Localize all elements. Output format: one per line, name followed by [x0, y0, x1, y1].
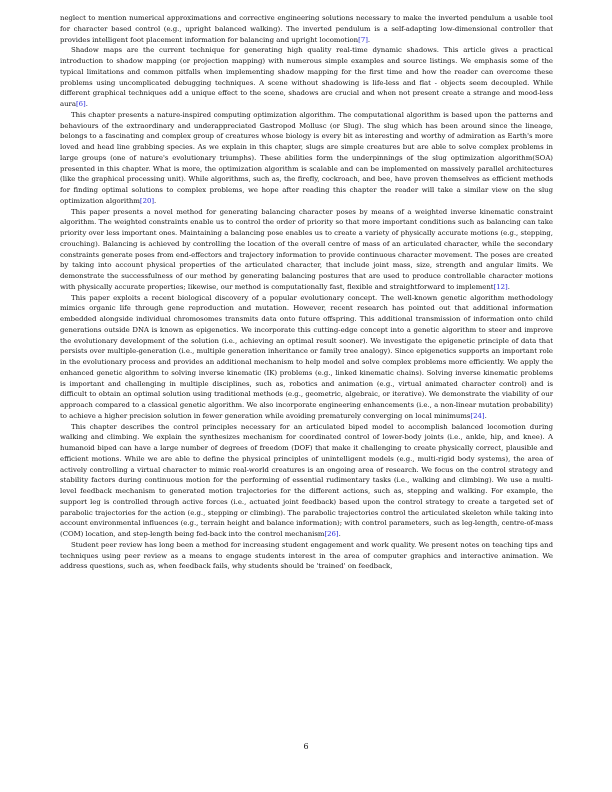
paragraph-text: This chapter describes the control principles necessary for an articulated biped model to accomplish balanced locomotion during walking and climbing. We explain the synthesizes mechanism for coordinated control of lower-body joints (i.e., ankle, hip, and knee). A humanoid biped can have a large number of degrees of freedom (DOF) that make it challenging to create physically correct, plausible and efficient motions. While we are able to define the physical principles of unintelligent models (e.g., multi-rigid body systems), the area of actively controlling a virtual character to mimic real-world creatures is an ongoing area of research. We focus on the control strategy and stability factors during continuous motion for the performing of essential rudimentary tasks (i.e., walking and climbing). We use a multi-level feedback mechanism to generated motion trajectories for the different actions, such as, stepping and walking. For example, the support leg is controlled through active forces (i.e., actuated joint feedback) based upon the control strategy to create a targeted set of parabolic trajectories for the action (e.g., stepping or climbing). The parabolic trajectories control the articulated skeleton while taking into account environmental influences (e.g., terrain height and balance information); with control parameters, such as leg-length, centre-of-mass (COM) location, and step-length being fed-back into the control mechanism: [60, 422, 553, 538]
paragraph-text: neglect to mention numerical approximations and corrective engineering solutions necessary to make the inverted pendulum a usable tool for character based control (e.g., upright balanced walking). The inverted pendulum is a self-adapting low-dimensional controller that provides intelligent foot placement information for balancing and upright locomotion: [60, 14, 553, 44]
sentence-end: .: [507, 282, 510, 291]
sentence-end: .: [484, 411, 487, 420]
paragraph: [60, 293, 553, 422]
paragraph: [60, 110, 553, 207]
paragraph-text: Student peer review has long been a method for increasing student engagement and work quality. We present notes on teaching tips and techniques using peer review as a means to engage students interest in the area of computer graphics and interactive animation. We address questions, such as, when feedback fails, why students should be 'trained' on feedback,: [60, 540, 553, 571]
sentence-end: .: [367, 35, 371, 44]
paragraph-text: This paper exploits a recent biological discovery of a popular evolutionary concept. The well-known genetic algorithm methodology mimics organic life through gene reproduction and mutation. However, recent research has pointed out that additional information embedded alongside individual chromosomes transmits data onto future offspring. This additional transmission of information onto child generations outside DNA is known as epigenetics. We incorporate this cutting-edge concept into a genetic algorithm to steer and improve the evolutionary development of the solution (i.e., achieving an optimal result sooner). We investigate the epigenetic principle of data that persists over multiple-generation (i.e., multiple generation inheritance or family tree analogy). Since epigenetics supports an important role in the evolutionary process and provides an additional mechanism to help model and solve complex problems more efficiently. We apply the enhanced genetic algorithm to solving inverse kinematic (IK) problems (e.g., linked kinematic chains). Solving inverse kinematic problems is important and challenging in multiple disciplines, such as, robotics and animation (e.g., virtual animated character control) and is difficult to obtain an optimal solution using traditional methods (e.g., geometric, algebraic, or iterative). We demonstrate the viability of our approach compared to a classical genetic algorithm. We also incorporate engineering enhancements (i.e., a non-linear mutation probability) to achieve a higher precision solution in fewer generation while avoiding prematurely converging on local minimums: [60, 293, 553, 420]
sentence-end: .: [154, 196, 157, 205]
paragraph-text: Shadow maps are the current technique for generating high quality real-time dynamic shadows. This article gives a practical introduction to shadow mapping (or projection mapping) with numerous simple examples and source listings. We emphasis some of the typical limitations and common pitfalls when implementing shadow mapping for the first time and how the reader can overcome these problems using uncomplicated debugging techniques. A scene without shadowing is life-less and flat - objects seem decoupled. While different graphical techniques add a unique effect to the scene, shadows are crucial and when not present create a strange and mood-less aura: [60, 46, 553, 108]
page-body: [60, 13, 553, 572]
citation-link[interactable]: [7]: [358, 35, 368, 44]
paragraph: [60, 45, 553, 110]
citation-link[interactable]: [12]: [493, 282, 508, 291]
paragraph-text: This chapter presents a nature-inspired computing optimization algorithm. The computational algorithm is based upon the patterns and behaviours of the extraordinary and underappreciated Gastropod Mollusc (or Slug). The slug which has been around since the lineage, belongs to a fascinating and complex group of creatures whose biology is every bit as interesting and worthy of admiration as Earth's more loved and head line grabbing species. As we explain in this chapter, slugs are simple creatures but are able to solve complex problems in large groups (one of nature's evolutionary triumphs). These abilities form the underpinnings of the slug optimization algorithm(SOA) presented in this chapter. What is more, the optimization algorithm is scalable and can be implemented on massively parallel architectures (like the graphical processing unit). While algorithms, such as, the firefly, cockroach, and bee, have proven themselves as efficient methods for finding optimal solutions to complex problems, we hope after reading this chapter the reader will take a similar view on the slug optimization algorithm: [60, 110, 553, 205]
citation-link[interactable]: [26]: [324, 530, 339, 538]
citation-link[interactable]: [24]: [470, 411, 485, 420]
paragraph: [60, 207, 553, 293]
paragraph-text: This paper presents a novel method for generating balancing character poses by means of a weighted inverse kinematic constraint algorithm. The weighted constraints enable us to control the order of priority so that more important conditions such as balancing can take priority over less important ones. Maintaining a balancing pose enables us to create a variety of physically accurate motions (e.g., stepping, crouching). Balancing is achieved by controlling the location of the overall centre of mass of an articulated character, while the secondary constraints generate poses from end-effectors and trajectory information to provide continuous character movement. The poses are created by taking into account physical properties of the articulated character, that include joint mass, size, strength and angular limits. We demonstrate the successfulness of our method by generating balancing postures that are used to produce controllable character motions with physically accurate properties; likewise, our method is computationally fast, flexible and straightforward to implement: [60, 207, 553, 291]
sentence-end: .: [338, 530, 341, 538]
page-number: 6: [303, 742, 309, 751]
citation-link[interactable]: [20]: [139, 196, 155, 205]
paragraph: [60, 422, 553, 540]
paragraph: [60, 13, 553, 45]
sentence-end: .: [85, 100, 88, 108]
paragraph: [60, 540, 553, 572]
citation-link[interactable]: [6]: [75, 100, 86, 108]
